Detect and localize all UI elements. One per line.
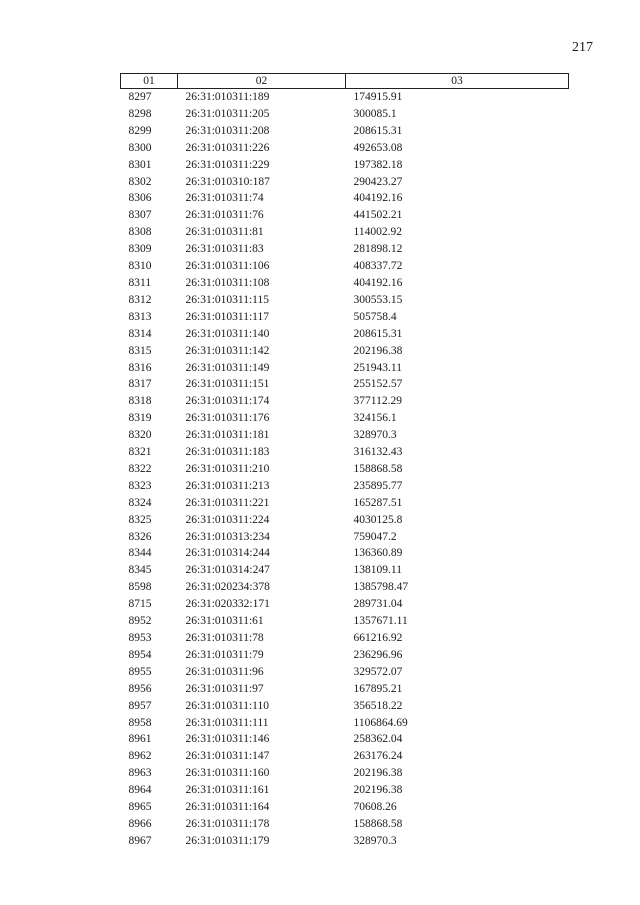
cadastral-number: 26:31:010311:205 — [185, 107, 270, 120]
cadastral-number: 26:31:010313:234 — [185, 530, 270, 543]
cadastral-value: 208615.31 — [353, 327, 403, 340]
table-row — [121, 427, 569, 444]
row-number: 8954 — [128, 648, 152, 661]
table-row — [121, 478, 569, 495]
cadastral-value: 258362.04 — [353, 733, 403, 746]
cadastral-number: 26:31:010311:151 — [185, 378, 270, 391]
cadastral-value: 404192.16 — [353, 192, 403, 205]
cadastral-number: 26:31:010311:221 — [185, 496, 270, 509]
table-row — [121, 495, 569, 512]
cadastral-number: 26:31:010311:74 — [185, 192, 264, 205]
row-number: 8311 — [128, 276, 152, 289]
cadastral-value: 328970.3 — [353, 834, 397, 847]
column-header-02: 02 — [178, 74, 346, 89]
cadastral-value: 263176.24 — [353, 750, 403, 763]
table-row — [121, 309, 569, 326]
table-row — [121, 292, 569, 309]
cadastral-value: 197382.18 — [353, 158, 403, 171]
table-row — [121, 444, 569, 461]
row-number: 8298 — [128, 107, 152, 120]
cadastral-value: 167895.21 — [353, 682, 403, 695]
row-number: 8309 — [128, 243, 152, 256]
row-number: 8958 — [128, 716, 152, 729]
cadastral-value: 158868.58 — [353, 817, 403, 830]
cadastral-number: 26:31:010311:142 — [185, 344, 270, 357]
row-number: 8314 — [128, 327, 152, 340]
cadastral-number: 26:31:010311:210 — [185, 462, 270, 475]
cadastral-number: 26:31:010311:226 — [185, 141, 270, 154]
row-number: 8312 — [128, 293, 152, 306]
table-row — [121, 106, 569, 123]
row-number: 8324 — [128, 496, 152, 509]
row-number: 8310 — [128, 260, 152, 273]
cadastral-value: 377112.29 — [353, 395, 402, 408]
table-row — [121, 833, 569, 850]
cadastral-number: 26:31:010311:179 — [185, 834, 270, 847]
row-number: 8302 — [128, 175, 152, 188]
row-number: 8345 — [128, 564, 152, 577]
cadastral-value: 208615.31 — [353, 124, 403, 137]
table-row — [121, 664, 569, 681]
cadastral-number: 26:31:010311:81 — [185, 226, 264, 239]
row-number: 8308 — [128, 226, 152, 239]
cadastral-number: 26:31:010311:224 — [185, 513, 270, 526]
row-number: 8300 — [128, 141, 152, 154]
cadastral-number: 26:31:010311:176 — [185, 412, 270, 425]
cadastral-value: 114002.92 — [353, 226, 402, 239]
cadastral-value: 356518.22 — [353, 699, 403, 712]
cadastral-value: 492653.08 — [353, 141, 403, 154]
cadastral-value: 289731.04 — [353, 598, 403, 611]
row-number: 8321 — [128, 446, 152, 459]
cadastral-value: 251943.11 — [353, 361, 402, 374]
cadastral-number: 26:31:010310:187 — [185, 175, 270, 188]
row-number: 8953 — [128, 632, 152, 644]
cadastral-value: 1357671.11 — [353, 615, 408, 628]
cadastral-number: 26:31:010311:108 — [185, 276, 270, 289]
table-row — [121, 461, 569, 478]
table-row — [121, 545, 569, 562]
cadastral-number: 26:31:010311:208 — [185, 124, 270, 137]
cadastral-number: 26:31:010311:229 — [185, 158, 270, 171]
cadastral-number: 26:31:010311:178 — [185, 817, 270, 830]
row-number: 8326 — [128, 530, 152, 543]
table-row — [121, 647, 569, 664]
cadastral-value: 70608.26 — [353, 801, 397, 814]
row-number: 8297 — [128, 91, 152, 103]
row-number: 8316 — [128, 361, 152, 374]
table-row — [121, 816, 569, 833]
table-row — [121, 562, 569, 579]
table-header-row — [121, 74, 569, 89]
table-row — [121, 698, 569, 715]
table-row — [121, 799, 569, 816]
row-number: 8964 — [128, 784, 152, 797]
table-row — [121, 157, 569, 174]
row-number: 8957 — [128, 699, 152, 712]
table-row — [121, 207, 569, 224]
cadastral-number: 26:31:010311:78 — [185, 632, 264, 644]
table-row — [121, 579, 569, 596]
row-number: 8956 — [128, 682, 152, 695]
cadastral-value: 236296.96 — [353, 648, 403, 661]
table-row — [121, 393, 569, 410]
cadastral-number: 26:31:010311:164 — [185, 801, 270, 814]
table-row — [121, 140, 569, 157]
table-row — [121, 731, 569, 748]
cadastral-value: 136360.89 — [353, 547, 403, 560]
cadastral-number: 26:31:010311:117 — [185, 310, 269, 323]
cadastral-number: 26:31:010314:247 — [185, 564, 270, 577]
table-row — [121, 512, 569, 529]
table-row — [121, 190, 569, 207]
cadastral-number: 26:31:010311:111 — [185, 716, 269, 729]
table-row — [121, 123, 569, 140]
table-row — [121, 782, 569, 799]
cadastral-value: 235895.77 — [353, 479, 403, 492]
table-row — [121, 410, 569, 427]
table-row — [121, 241, 569, 258]
row-number: 8323 — [128, 479, 152, 492]
cadastral-value: 4030125.8 — [353, 513, 403, 526]
cadastral-value: 505758.4 — [353, 310, 397, 323]
cadastral-number: 26:31:010311:146 — [185, 733, 270, 746]
cadastral-number: 26:31:010311:213 — [185, 479, 270, 492]
cadastral-number: 26:31:010311:160 — [185, 767, 270, 780]
row-number: 8318 — [128, 395, 152, 408]
cadastral-number: 26:31:010311:76 — [185, 209, 264, 222]
table-row — [121, 715, 569, 732]
cadastral-value: 661216.92 — [353, 632, 403, 644]
table-row — [121, 224, 569, 241]
cadastral-number: 26:31:010311:161 — [185, 784, 270, 797]
cadastral-value-table — [120, 73, 569, 850]
row-number: 8598 — [128, 581, 152, 594]
cadastral-value: 202196.38 — [353, 784, 403, 797]
row-number: 8965 — [128, 801, 152, 814]
row-number: 8715 — [128, 598, 152, 611]
cadastral-value: 255152.57 — [353, 378, 403, 391]
row-number: 8967 — [128, 834, 152, 847]
row-number: 8963 — [128, 767, 152, 780]
cadastral-number: 26:31:010314:244 — [185, 547, 270, 560]
cadastral-number: 26:31:010311:174 — [185, 395, 270, 408]
cadastral-value: 174915.91 — [353, 91, 403, 103]
cadastral-number: 26:31:010311:189 — [185, 91, 270, 103]
row-number: 8313 — [128, 310, 152, 323]
table-row — [121, 360, 569, 377]
table-row — [121, 258, 569, 275]
cadastral-value: 138109.11 — [353, 564, 402, 577]
cadastral-number: 26:31:010311:83 — [185, 243, 264, 256]
cadastral-value: 202196.38 — [353, 767, 403, 780]
row-number: 8344 — [128, 547, 152, 560]
cadastral-value: 202196.38 — [353, 344, 403, 357]
row-number: 8319 — [128, 412, 152, 425]
cadastral-number: 26:31:010311:181 — [185, 429, 270, 442]
row-number: 8966 — [128, 817, 152, 830]
cadastral-value: 300553.15 — [353, 293, 403, 306]
cadastral-number: 26:31:010311:79 — [185, 648, 264, 661]
row-number: 8955 — [128, 665, 152, 678]
table-row — [121, 596, 569, 613]
column-header-01: 01 — [121, 74, 178, 89]
cadastral-value: 300085.1 — [353, 107, 397, 120]
cadastral-value: 329572.07 — [353, 665, 403, 678]
table-row — [121, 174, 569, 191]
cadastral-value: 408337.72 — [353, 260, 403, 273]
cadastral-number: 26:31:020234:378 — [185, 581, 270, 594]
row-number: 8320 — [128, 429, 152, 442]
row-number: 8952 — [128, 615, 152, 628]
table-row — [121, 681, 569, 698]
row-number: 8961 — [128, 733, 152, 746]
cadastral-number: 26:31:010311:61 — [185, 615, 264, 628]
cadastral-number: 26:31:010311:97 — [185, 682, 264, 695]
table-row — [121, 275, 569, 292]
table-row — [121, 89, 569, 106]
cadastral-number: 26:31:010311:115 — [185, 293, 269, 306]
table-row — [121, 326, 569, 343]
cadastral-number: 26:31:010311:96 — [185, 665, 264, 678]
table-header — [121, 74, 569, 89]
table-body — [121, 89, 569, 850]
cadastral-value: 158868.58 — [353, 462, 403, 475]
cadastral-value: 1106864.69 — [353, 716, 408, 729]
table-row — [121, 765, 569, 782]
cadastral-value: 759047.2 — [353, 530, 397, 543]
row-number: 8299 — [128, 124, 152, 137]
cadastral-number: 26:31:020332:171 — [185, 598, 270, 611]
table-row — [121, 613, 569, 630]
cadastral-number: 26:31:010311:183 — [185, 446, 270, 459]
table-row — [121, 630, 569, 647]
column-header-03: 03 — [346, 74, 569, 89]
cadastral-value: 165287.51 — [353, 496, 403, 509]
row-number: 8322 — [128, 462, 152, 475]
table-row — [121, 376, 569, 393]
row-number: 8962 — [128, 750, 152, 763]
cadastral-value: 1385798.47 — [353, 581, 409, 594]
row-number: 8317 — [128, 378, 152, 391]
cadastral-value: 324156.1 — [353, 412, 397, 425]
cadastral-number: 26:31:010311:147 — [185, 750, 270, 763]
cadastral-value: 441502.21 — [353, 209, 403, 222]
cadastral-value: 328970.3 — [353, 429, 397, 442]
row-number: 8325 — [128, 513, 152, 526]
table-row — [121, 748, 569, 765]
cadastral-number: 26:31:010311:106 — [185, 260, 270, 273]
cadastral-value: 404192.16 — [353, 276, 403, 289]
cadastral-value: 281898.12 — [353, 243, 403, 256]
row-number: 8306 — [128, 192, 152, 205]
row-number: 8315 — [128, 344, 152, 357]
cadastral-number: 26:31:010311:149 — [185, 361, 270, 374]
cadastral-value: 290423.27 — [353, 175, 403, 188]
page-number: 217 — [572, 40, 593, 55]
table-row — [121, 343, 569, 360]
cadastral-number: 26:31:010311:140 — [185, 327, 270, 340]
cadastral-number: 26:31:010311:110 — [185, 699, 269, 712]
row-number: 8307 — [128, 209, 152, 222]
row-number: 8301 — [128, 158, 152, 171]
cadastral-value: 316132.43 — [353, 446, 403, 459]
table-row — [121, 529, 569, 546]
